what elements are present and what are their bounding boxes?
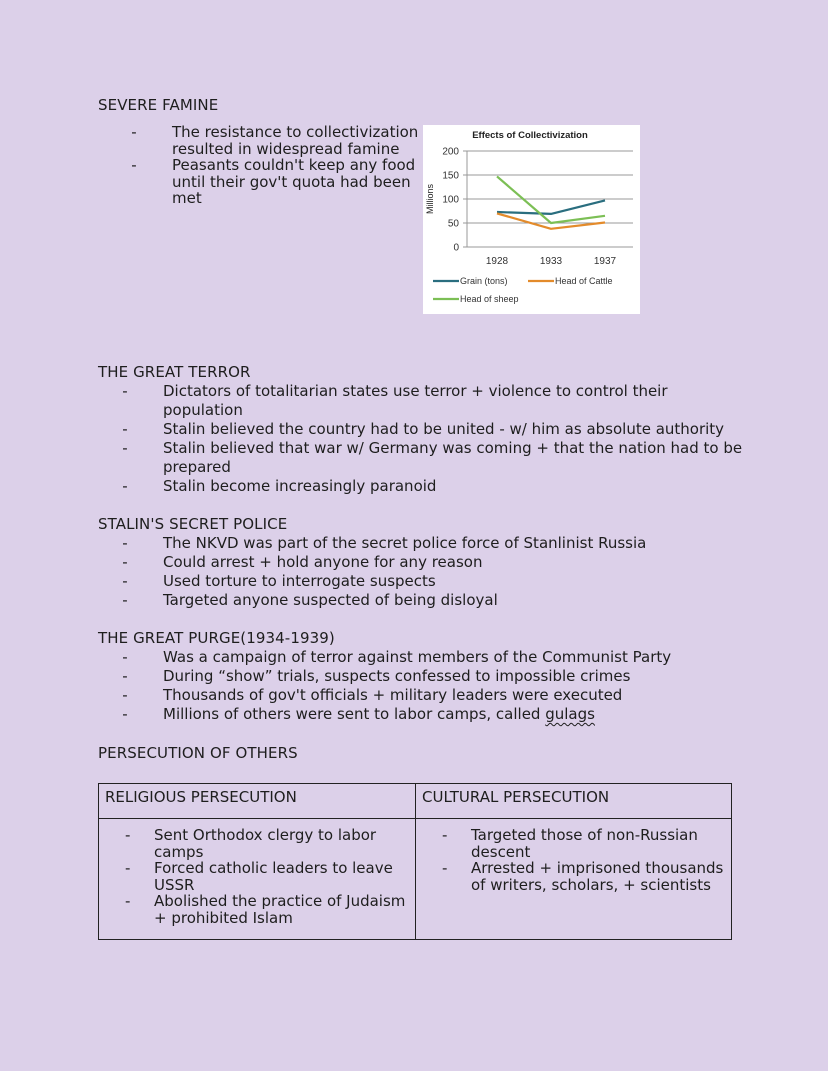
list-item: - Could arrest + hold anyone for any reason — [115, 553, 745, 572]
list-item: - Stalin believed the country had to be united - w/ him as absolute authority — [115, 420, 745, 439]
list-item: - Peasants couldn't keep any food until their gov't quota had been met — [124, 157, 424, 207]
cultural-cell — [416, 819, 732, 940]
list-item: - The NKVD was part of the secret police force of Stanlinist Russia — [115, 534, 745, 553]
chart-y-tick-label: 200 — [442, 146, 459, 158]
chart-legend-label: Grain (tons) — [460, 276, 508, 286]
chart-y-tick-label: 50 — [447, 218, 459, 230]
list-item: - Was a campaign of terror against members of the Communist Party — [115, 648, 745, 667]
chart-y-tick-label: 100 — [442, 194, 459, 206]
chart-legend-label: Head of Cattle — [555, 276, 613, 286]
police-heading: STALIN'S SECRET POLICE — [98, 515, 288, 533]
chart-y-tick-label: 0 — [453, 242, 459, 254]
list-item: - Sent Orthodox clergy to labor camps — [105, 827, 409, 860]
police-bullet-list — [115, 534, 745, 610]
chart-x-tick-label: 1933 — [539, 256, 563, 267]
list-item: - The resistance to collectivization resulted in widespread famine — [124, 124, 424, 157]
list-item: - Used torture to interrogate suspects — [115, 572, 745, 591]
terror-heading: THE GREAT TERROR — [98, 363, 251, 381]
list-item: - Targeted those of non-Russian descent — [422, 827, 725, 860]
famine-bullet-list — [124, 124, 424, 207]
list-item: - Forced catholic leaders to leave USSR — [105, 860, 409, 893]
list-item: - Stalin believed that war w/ Germany was coming + that the nation had to be prepared — [115, 439, 745, 477]
list-item: - During “show” trials, suspects confessed to impossible crimes — [115, 667, 745, 686]
others-heading: PERSECUTION OF OTHERS — [98, 744, 298, 762]
list-item: - Thousands of gov't officials + military leaders were executed — [115, 686, 745, 705]
chart-title: Effects of Collectivization — [472, 130, 588, 141]
chart-x-tick-label: 1937 — [593, 256, 617, 267]
persecution-table — [98, 783, 732, 940]
list-item: - Targeted anyone suspected of being disloyal — [115, 591, 745, 610]
purge-bullet-list — [115, 648, 745, 724]
chart-y-tick-labels — [442, 147, 459, 254]
purge-heading: THE GREAT PURGE(1934-1939) — [98, 629, 335, 647]
chart-legend-label: Head of sheep — [460, 294, 519, 304]
religious-header: RELIGIOUS PERSECUTION — [99, 784, 416, 819]
list-item: - Stalin become increasingly paranoid — [115, 477, 745, 496]
chart-grid — [463, 151, 633, 247]
chart-series-line-2 — [497, 176, 605, 223]
chart-series-line-1 — [497, 213, 605, 228]
chart-series-line-0 — [497, 200, 605, 214]
list-item: - Dictators of totalitarian states use terror + violence to control their population — [115, 382, 745, 420]
chart-legend — [433, 276, 613, 304]
gulag-sentence: Millions of others were sent to labor camps, called — [163, 705, 546, 723]
list-item: - Abolished the practice of Judaism + prohibited Islam — [105, 893, 409, 926]
collectivization-chart — [423, 125, 640, 314]
cultural-header: CULTURAL PERSECUTION — [416, 784, 732, 819]
religious-cell — [99, 819, 416, 940]
chart-x-tick-labels — [486, 256, 617, 267]
terror-bullet-list — [115, 382, 745, 496]
famine-heading: SEVERE FAMINE — [98, 96, 219, 114]
list-item: - Arrested + imprisoned thousands of writers, scholars, + scientists — [422, 860, 725, 893]
chart-x-tick-label: 1928 — [485, 256, 509, 267]
gulags-term: gulags — [545, 705, 595, 723]
list-item — [115, 705, 745, 724]
chart-y-tick-label: 150 — [442, 170, 459, 182]
chart-ylabel: Millions — [425, 183, 435, 215]
chart-series-lines — [497, 176, 605, 228]
